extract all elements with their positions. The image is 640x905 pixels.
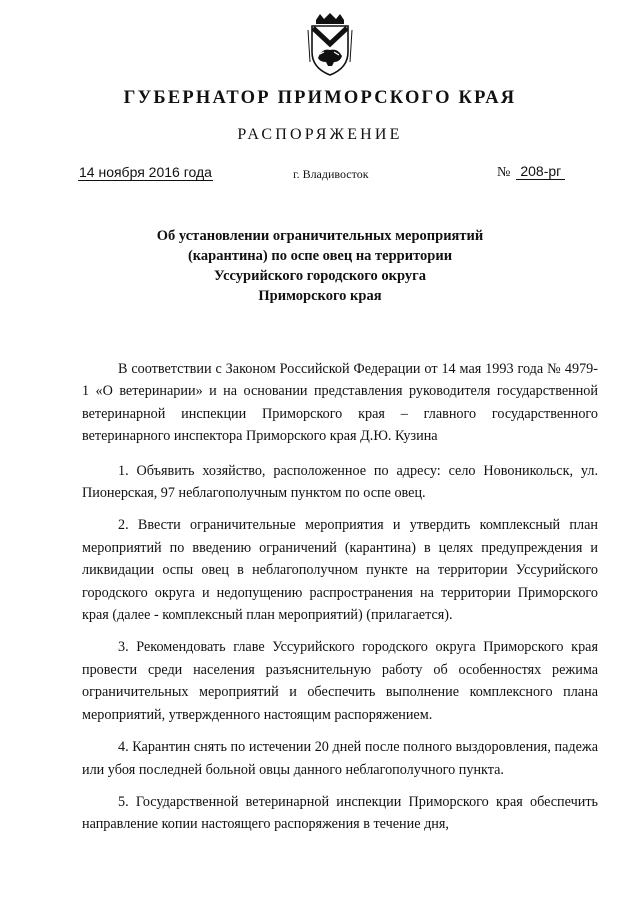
subject-line: Об установлении ограничительных мероприятий <box>156 228 484 244</box>
document-city: г. Владивосток <box>293 167 369 181</box>
clause-paragraph: 3. Рекомендовать главе Уссурийского городского округа Приморского края провести среди населения разъяснительную работу об особенностях режима ограничительных мероприятий и обеспечить выполнение комплексного плана мероприятий, утвержденного настоящим распоряжением. <box>82 639 598 723</box>
clause-paragraph: 5. Государственной ветеринарной инспекции Приморского края обеспечить направление копии настоящего распоряжения в течение дня, <box>82 793 598 833</box>
clause-paragraph: 2. Ввести ограничительные мероприятия и утвердить комплексный план мероприятий по введению ограничений (карантина) в целях предупреждения и ликвидации оспы овец в неблагополучном пункте на территории Уссурийского городского округа и недопущению распространения на территории Приморского края (далее - комплексный план мероприятий) (прилагается). <box>82 517 598 624</box>
document-body <box>82 358 598 846</box>
number-sign: № <box>497 165 511 180</box>
subject-line: Приморского края <box>258 288 382 304</box>
document-number <box>497 164 565 181</box>
subject-line: (карантина) по оспе овец на территории <box>187 248 453 264</box>
document-date: 14 ноября 2016 года <box>79 164 212 180</box>
preamble-paragraph: В соответствии с Законом Российской Федерации от 14 мая 1993 года № 4979-1 «О ветеринарии» и на основании представления руководителя государственной ветеринарной инспекции Приморского края – главного государственного ветеринарного инспектора Приморского края Д.Ю. Кузина <box>82 361 598 445</box>
document-type: РАСПОРЯЖЕНИЕ <box>237 126 403 143</box>
clause-paragraph: 4. Карантин снять по истечении 20 дней после полного выздоровления, падежа или убоя последней больной овцы данного неблагополучного пункта. <box>82 739 598 778</box>
issuer-title: ГУБЕРНАТОР ПРИМОРСКОГО КРАЯ <box>123 88 517 108</box>
number-value: 208-рг <box>516 164 565 180</box>
subject-line: Уссурийского городского округа <box>214 268 426 284</box>
clause-paragraph: 1. Объявить хозяйство, расположенное по адресу: село Новоникольск, ул. Пионерская, 97 неблагополучным пунктом по оспе овец. <box>82 462 598 502</box>
document-subject <box>150 226 490 306</box>
coat-of-arms-emblem <box>304 12 356 78</box>
